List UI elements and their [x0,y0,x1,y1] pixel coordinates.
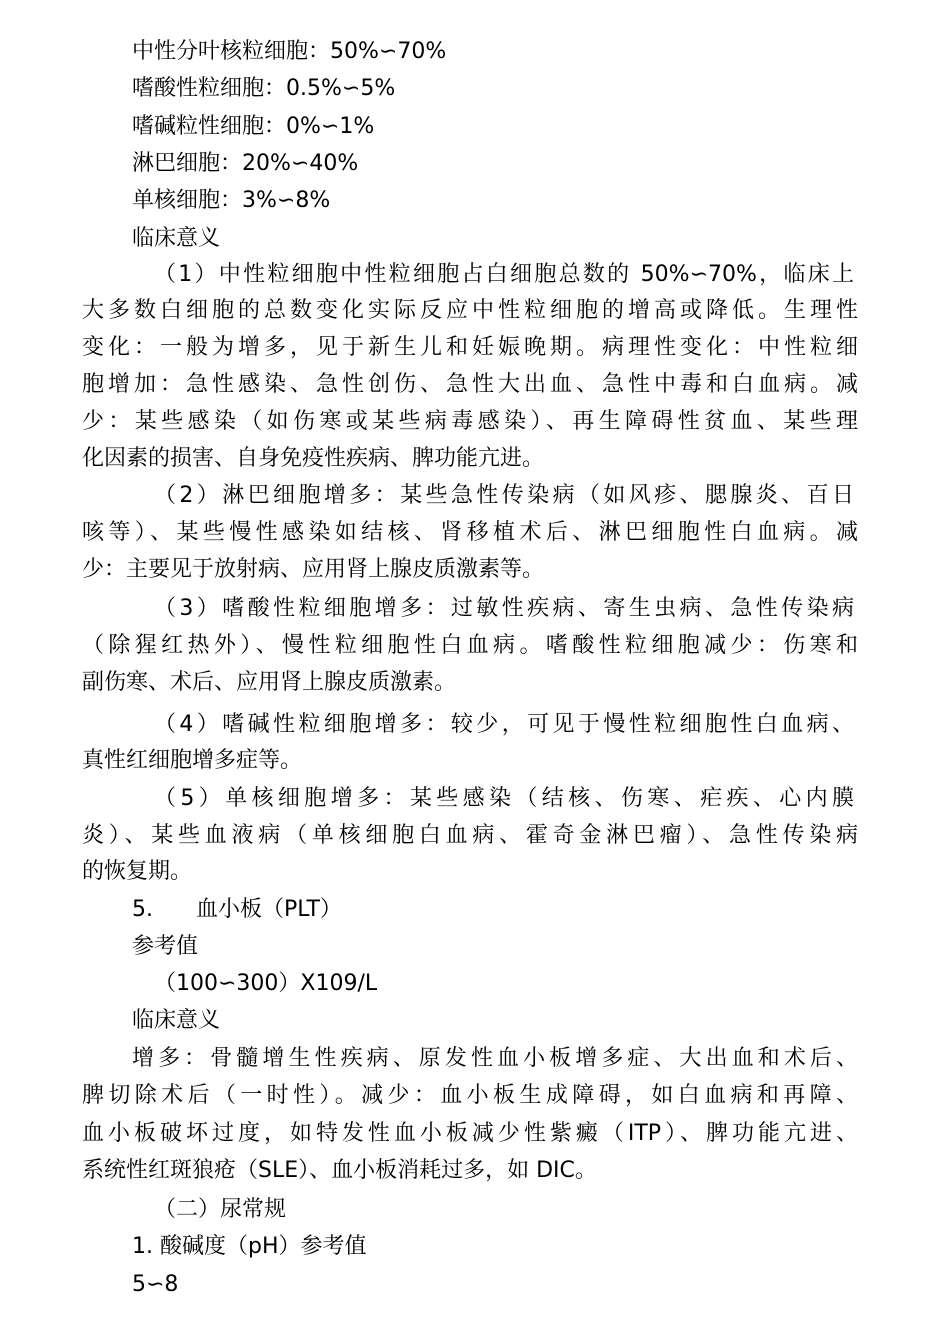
paragraph-line: 变化：一般为增多，见于新生儿和妊娠晚期。病理性变化：中性粒细 [82,335,858,360]
paragraph-line: 脾切除术后（一时性）。减少：血小板生成障碍，如白血病和再障、 [82,1083,858,1108]
paragraph-line: 化因素的损害、自身免疫性疾病、脾功能亢进。 [82,446,545,471]
reference-value-heading: 参考值 [132,934,199,959]
paragraph-line: （3）嗜酸性粒细胞增多：过敏性疾病、寄生虫病、急性传染病 [154,596,854,621]
ph-reference-value: 5∽8 [132,1272,179,1297]
paragraph-line: 真性红细胞增多症等。 [82,748,303,773]
paragraph-line: （4）嗜碱性粒细胞增多：较少，可见于慢性粒细胞性白血病、 [154,712,854,737]
ref-monocyte: 单核细胞：3%∽8% [132,188,331,213]
paragraph-line: 增多：骨髓增生性疾病、原发性血小板增多症、大出血和术后、 [132,1046,858,1071]
paragraph-line: （5）单核细胞增多：某些感染（结核、伤寒、疟疾、心内膜 [154,786,854,811]
section-heading-plt [132,895,342,925]
paragraph-line: 炎）、某些血液病（单核细胞白血病、霍奇金淋巴瘤）、急性传染病 [82,823,858,848]
paragraph-line: 大多数白细胞的总数变化实际反应中性粒细胞的增高或降低。生理性 [82,298,858,323]
paragraph-line: 咳等）、某些慢性感染如结核、肾移植术后、淋巴细胞性白血病。减 [82,520,858,545]
paragraph-line: （2）淋巴细胞增多：某些急性传染病（如风疹、腮腺炎、百日 [154,483,854,508]
paragraph-line: 胞增加：急性感染、急性创伤、急性大出血、急性中毒和白血病。减 [82,372,858,397]
ref-eosinophil: 嗜酸性粒细胞：0.5%∽5% [132,76,396,101]
paragraph-line: （除猩红热外）、慢性粒细胞性白血病。嗜酸性粒细胞减少：伤寒和 [82,633,858,658]
clinical-significance-heading: 临床意义 [132,226,221,251]
ref-basophil: 嗜碱粒性细胞：0%∽1% [132,114,375,139]
plt-reference-value: （100∽300）X109/L [154,971,378,996]
paragraph-line: 血小板破坏过度，如特发性血小板减少性紫癜（ITP）、脾功能亢进、 [82,1121,858,1146]
clinical-significance-heading: 临床意义 [132,1008,221,1033]
paragraph-line: 少：主要见于放射病、应用肾上腺皮质激素等。 [82,557,545,582]
paragraph-line: 的恢复期。 [82,859,193,884]
paragraph-line: 少：某些感染（如伤寒或某些病毒感染）、再生障碍性贫血、某些理 [82,409,858,434]
section-title: 血小板（PLT） [196,897,342,922]
section-heading-urine: （二）尿常规 [154,1197,287,1222]
paragraph-line: 副伤寒、术后、应用肾上腺皮质激素。 [82,670,457,695]
section-number: 5. [132,897,153,922]
ref-neutrophil: 中性分叶核粒细胞：50%∽70% [132,39,447,64]
ph-reference-heading: 1. 酸碱度（pH）参考值 [132,1234,367,1259]
paragraph-line: 系统性红斑狼疮（SLE）、血小板消耗过多，如 DIC。 [82,1158,597,1183]
paragraph-line: （1）中性粒细胞中性粒细胞占白细胞总数的 50%∽70%，临床上 [154,262,854,287]
ref-lymphocyte: 淋巴细胞：20%∽40% [132,151,359,176]
